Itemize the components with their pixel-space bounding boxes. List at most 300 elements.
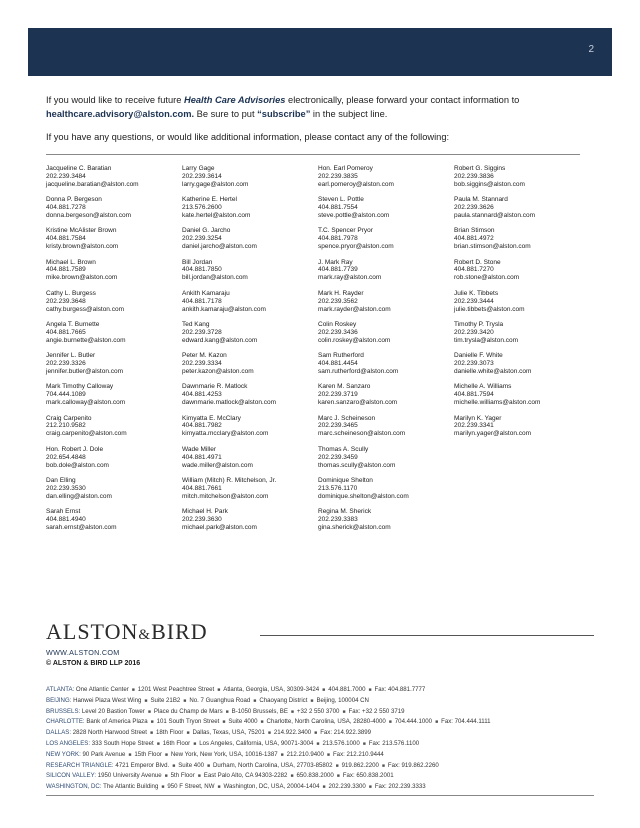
bullet-separator: ■ <box>388 719 392 726</box>
bullet-separator: ■ <box>362 740 366 747</box>
contact-email[interactable]: kristy.brown@alston.com <box>46 243 119 251</box>
contact-email[interactable]: gina.sherick@alston.com <box>318 523 391 531</box>
office-detail: 650.838.2000 <box>296 772 334 780</box>
contact-entry <box>318 477 454 508</box>
contact-entry <box>318 446 454 477</box>
contact-email[interactable]: dominique.shelton@alston.com <box>318 492 409 500</box>
contact-entry <box>182 227 318 258</box>
contact-phone: 212.210.9582 <box>46 422 86 430</box>
bullet-separator: ■ <box>183 697 187 704</box>
contact-name: Hon. Earl Pomeroy <box>318 165 373 172</box>
footer-divider <box>46 795 594 796</box>
office-detail: Fax: 213.576.1100 <box>368 739 420 747</box>
contact-entry <box>46 446 182 477</box>
contact-phone: 213.576.1170 <box>318 484 358 492</box>
contact-phone: 202.239.3465 <box>318 422 358 430</box>
contact-phone: 404.881.4972 <box>454 235 494 243</box>
contact-entry <box>46 508 182 539</box>
contact-name: Mark H. Rayder <box>318 289 364 297</box>
contact-phone: 202.239.3648 <box>46 297 86 305</box>
contact-email[interactable]: cathy.burgess@alston.com <box>46 305 125 313</box>
bullet-separator: ■ <box>225 708 229 715</box>
contact-phone: 202.239.3073 <box>454 360 494 368</box>
contact-email[interactable]: daniel.jarcho@alston.com <box>182 243 257 251</box>
office-detail: Bank of America Plaza <box>86 718 148 726</box>
contact-email[interactable]: mike.brown@alston.com <box>46 274 118 282</box>
contact-phone: 213.576.2600 <box>182 204 222 212</box>
bullet-separator: ■ <box>310 697 314 704</box>
office-detail: 90 Park Avenue <box>82 750 126 758</box>
office-detail: 202.239.3300 <box>328 783 366 791</box>
alston-bird-logo: ALSTON&BIRD <box>46 619 208 644</box>
bullet-separator: ■ <box>222 719 226 726</box>
bullet-separator: ■ <box>322 784 326 791</box>
bullet-separator: ■ <box>326 751 330 758</box>
office-detail: Washington, DC, USA, 20004-1404 <box>223 783 320 791</box>
office-detail: Charlotte, North Carolina, USA, 28280-4000 <box>266 718 386 726</box>
contact-name: Daniel G. Jarcho <box>182 227 231 235</box>
subscribe-keyword: “subscribe” <box>257 109 311 119</box>
office-address <box>46 761 606 772</box>
contact-column <box>454 165 590 539</box>
office-detail: Place du Champ de Mars <box>153 707 223 715</box>
contact-name: Kristine McAlister Brown <box>46 227 117 235</box>
copyright: © ALSTON & BIRD LLP 2016 <box>46 660 141 667</box>
bullet-separator: ■ <box>267 730 271 737</box>
office-detail: Chaoyang District <box>259 696 308 704</box>
contact-name: Michelle A. Williams <box>454 383 512 391</box>
contact-phone: 202.239.3436 <box>318 328 358 336</box>
advisory-email-link[interactable]: healthcare.advisory@alston.com. <box>46 109 195 119</box>
office-detail: B-1050 Brussels, BE <box>231 707 288 715</box>
office-city: CHARLOTTE: <box>46 718 85 726</box>
contact-email[interactable]: peter.kazon@alston.com <box>182 367 254 375</box>
contact-email[interactable]: bill.jordan@alston.com <box>182 274 248 282</box>
contact-name: Ankith Kamaraju <box>182 289 230 297</box>
contact-phone: 404.881.7270 <box>454 266 494 274</box>
contact-phone: 202.239.3383 <box>318 515 358 523</box>
office-address <box>46 696 606 707</box>
contact-email[interactable]: bob.siggins@alston.com <box>454 180 525 188</box>
office-detail: 704.444.1000 <box>394 718 433 726</box>
contact-phone: 404.881.7850 <box>182 266 222 274</box>
bullet-separator: ■ <box>164 773 168 780</box>
contact-email[interactable]: spence.pryor@alston.com <box>318 243 394 251</box>
contact-phone: 404.881.7594 <box>454 391 494 399</box>
contact-name: Jacqueline C. Baratian <box>46 165 112 172</box>
office-detail: Fax: 919.862.2260 <box>387 761 439 769</box>
contact-email[interactable]: mitch.mitchelson@alston.com <box>182 492 269 500</box>
contact-phone: 202.239.3530 <box>46 484 86 492</box>
contact-email[interactable]: larry.gage@alston.com <box>182 180 249 188</box>
office-detail: 1950 University Avenue <box>97 772 162 780</box>
office-detail: 404.881.7000 <box>328 686 366 693</box>
contact-name: Kimyatta E. McClary <box>182 414 241 422</box>
contact-email[interactable]: michelle.williams@alston.com <box>454 399 541 407</box>
bullet-separator: ■ <box>149 730 153 737</box>
contact-name: Colin Roskey <box>318 320 357 328</box>
office-city: NEW YORK: <box>46 750 81 758</box>
office-list <box>46 685 606 793</box>
contact-name: Cathy L. Burgess <box>46 289 96 297</box>
contact-phone: 202.239.3836 <box>454 172 494 180</box>
contact-entry <box>454 352 590 383</box>
contact-email[interactable]: dawnmarie.matlock@alston.com <box>182 399 277 407</box>
contact-entry <box>46 383 182 414</box>
contact-entry <box>46 352 182 383</box>
contact-entry <box>182 415 318 446</box>
contact-name: Brian Stimson <box>454 227 495 235</box>
contact-entry <box>454 227 590 258</box>
contact-email[interactable]: mark.ray@alston.com <box>318 274 382 282</box>
office-city: ATLANTA: <box>46 686 75 693</box>
contact-email[interactable]: sam.rutherford@alston.com <box>318 367 399 375</box>
contact-entry <box>454 165 590 196</box>
bullet-separator: ■ <box>368 784 372 791</box>
contact-email[interactable]: michael.park@alston.com <box>182 523 257 531</box>
contact-directory <box>46 165 606 539</box>
bullet-separator: ■ <box>197 773 201 780</box>
contact-name: William (Mitch) R. Mitchelson, Jr. <box>182 476 277 484</box>
contact-phone: 202.239.3420 <box>454 328 494 336</box>
office-address <box>46 771 606 782</box>
contact-email[interactable]: tim.trysla@alston.com <box>454 336 519 344</box>
contact-entry <box>182 477 318 508</box>
office-detail: Fax: 212.210.9444 <box>332 750 384 758</box>
contact-email[interactable]: wade.miller@alston.com <box>182 461 253 469</box>
office-detail: Suite 21B2 <box>150 696 181 704</box>
contact-entry <box>454 415 590 446</box>
contact-name: Hon. Robert J. Dole <box>46 445 104 453</box>
contact-name: Wade Miller <box>182 445 217 453</box>
bullet-separator: ■ <box>147 708 151 715</box>
contact-phone: 404.881.4454 <box>318 360 358 368</box>
contact-entry <box>454 383 590 414</box>
bullet-separator: ■ <box>128 751 132 758</box>
bullet-separator: ■ <box>131 687 135 693</box>
page-number: 2 <box>588 44 594 55</box>
website-link[interactable]: WWW.ALSTON.COM <box>46 648 120 657</box>
bullet-separator: ■ <box>217 784 221 791</box>
contact-phone: 404.881.7739 <box>318 266 358 274</box>
contact-email[interactable]: thomas.scully@alston.com <box>318 461 396 469</box>
contact-entry <box>46 227 182 258</box>
office-detail: 101 South Tryon Street <box>156 718 220 726</box>
contact-email[interactable]: jennifer.butler@alston.com <box>46 367 124 375</box>
office-city: BRUSSELS: <box>46 707 81 715</box>
contact-name: Sam Rutherford <box>318 352 364 360</box>
contact-column <box>46 165 182 539</box>
contact-email[interactable]: marc.scheineson@alston.com <box>318 430 406 438</box>
footer-logo-row <box>46 619 594 645</box>
contact-entry <box>182 383 318 414</box>
contact-phone: 202.239.3719 <box>318 391 358 399</box>
contact-name: Bill Jordan <box>182 258 213 266</box>
contact-entry <box>454 290 590 321</box>
contact-entry <box>318 290 454 321</box>
contact-phone: 202.239.3341 <box>454 422 494 430</box>
contact-phone: 704.444.1089 <box>46 391 86 399</box>
contact-name: Paula M. Stannard <box>454 196 508 204</box>
contact-column <box>318 165 454 539</box>
contact-name: Michael L. Brown <box>46 258 96 266</box>
contact-name: Marilyn K. Yager <box>454 414 502 422</box>
office-detail: 15th Floor <box>134 750 162 758</box>
bullet-separator: ■ <box>381 762 385 769</box>
contact-name: Mark Timothy Calloway <box>46 383 114 391</box>
bullet-separator: ■ <box>206 762 210 769</box>
office-city: WASHINGTON, DC: <box>46 783 102 791</box>
contact-email[interactable]: ankith.kamaraju@alston.com <box>182 305 266 313</box>
contact-phone: 202.239.3334 <box>182 360 222 368</box>
contact-phone: 202.654.4848 <box>46 453 86 461</box>
contact-email[interactable]: jacqueline.baratian@alston.com <box>46 180 139 188</box>
office-detail: 214.922.3400 <box>273 729 312 737</box>
contact-name: Marc J. Scheineson <box>318 414 376 422</box>
bullet-separator: ■ <box>290 708 294 715</box>
contact-entry <box>318 352 454 383</box>
office-detail: Fax: 704.444.1111 <box>441 718 491 726</box>
bullet-separator: ■ <box>144 697 148 704</box>
contact-phone: 404.881.7178 <box>182 297 222 305</box>
contact-phone: 404.881.7554 <box>318 204 358 212</box>
bullet-separator: ■ <box>156 740 160 747</box>
contact-email[interactable]: kimyatta.mcclary@alston.com <box>182 430 269 438</box>
contact-email[interactable]: dan.elling@alston.com <box>46 492 112 500</box>
office-detail: 18th Floor <box>156 729 184 737</box>
contact-entry <box>182 446 318 477</box>
contact-entry <box>318 383 454 414</box>
bullet-separator: ■ <box>280 751 284 758</box>
office-detail: Beijing, 100004 CN <box>316 696 369 704</box>
office-detail: New York, New York, USA, 10016-1387 <box>170 750 278 758</box>
office-detail: 1201 West Peachtree Street <box>137 686 215 693</box>
contact-name: Karen M. Sanzaro <box>318 383 371 391</box>
contact-phone: 202.239.3630 <box>182 515 222 523</box>
contact-phone: 404.881.7661 <box>182 484 222 492</box>
office-detail: 919.862.2200 <box>341 761 379 769</box>
contact-email[interactable]: karen.sanzaro@alston.com <box>318 399 398 407</box>
bullet-separator: ■ <box>217 687 221 693</box>
contact-entry <box>46 196 182 227</box>
office-detail: The Atlantic Building <box>103 783 159 791</box>
contact-phone: 404.881.4253 <box>182 391 222 399</box>
contact-email[interactable]: julie.tibbets@alston.com <box>454 305 525 313</box>
office-detail: East Palo Alto, CA 94303-2282 <box>203 772 288 780</box>
contact-name: Thomas A. Scully <box>318 445 369 453</box>
contact-name: Robert D. Stone <box>454 258 501 266</box>
contact-email[interactable]: marilyn.yager@alston.com <box>454 430 532 438</box>
contact-entry <box>46 477 182 508</box>
contact-name: Michael H. Park <box>182 508 228 516</box>
office-city: SILICON VALLEY: <box>46 772 97 780</box>
contact-entry <box>46 290 182 321</box>
contact-entry <box>182 352 318 383</box>
bullet-separator: ■ <box>164 751 168 758</box>
office-city: BEIJING: <box>46 696 72 704</box>
office-detail: Los Angeles, California, USA, 90071-3004 <box>199 739 314 747</box>
contact-email[interactable]: kate.hertel@alston.com <box>182 212 251 219</box>
contact-phone: 404.881.4971 <box>182 453 222 461</box>
office-detail: +32 2 550 3700 <box>296 707 340 715</box>
contact-entry <box>318 165 454 196</box>
contact-email[interactable]: mark.calloway@alston.com <box>46 399 126 407</box>
header-bar <box>28 28 612 76</box>
contact-entry <box>318 508 454 539</box>
contact-email[interactable]: craig.carpenito@alston.com <box>46 430 127 438</box>
contact-entry <box>46 165 182 196</box>
contact-paragraph: If you have any questions, or would like additional information, please contact any of the following: <box>46 132 450 142</box>
contact-email[interactable]: donna.bergeson@alston.com <box>46 212 132 219</box>
bullet-separator: ■ <box>336 773 340 780</box>
contact-name: Sarah Ernst <box>46 508 81 516</box>
contact-name: Dominique Shelton <box>318 476 373 484</box>
office-city: DALLAS: <box>46 729 72 737</box>
office-detail: One Atlantic Center <box>75 686 129 693</box>
bullet-separator: ■ <box>186 730 190 737</box>
contact-name: Peter M. Kazon <box>182 352 227 360</box>
contact-email[interactable]: bob.dole@alston.com <box>46 461 109 469</box>
office-detail: Level 20 Bastion Tower <box>81 707 145 715</box>
office-detail: 5th Floor <box>170 772 195 780</box>
contact-entry <box>182 321 318 352</box>
contact-email[interactable]: steve.pottle@alston.com <box>318 212 390 219</box>
contact-name: Danielle F. White <box>454 352 503 360</box>
contact-name: Dan Elling <box>46 476 76 484</box>
office-detail: 16th Floor <box>162 739 191 747</box>
office-address <box>46 717 606 728</box>
bullet-separator: ■ <box>342 708 346 715</box>
bullet-separator: ■ <box>172 762 176 769</box>
office-address <box>46 685 606 696</box>
contact-name: Craig Carpenito <box>46 414 92 422</box>
contact-email[interactable]: earl.pomeroy@alston.com <box>318 180 394 188</box>
contact-name: Robert G. Siggins <box>454 165 506 172</box>
office-detail: Fax: 650.838.2001 <box>342 772 394 780</box>
contact-entry <box>182 196 318 227</box>
office-detail: Suite 400 <box>178 761 204 769</box>
contact-name: T.C. Spencer Pryor <box>318 227 373 235</box>
contact-entry <box>182 508 318 539</box>
contact-email[interactable]: paula.stannard@alston.com <box>454 212 536 219</box>
office-detail: 2828 North Harwood Street <box>72 729 147 737</box>
office-address <box>46 739 606 750</box>
bullet-separator: ■ <box>193 740 197 747</box>
contact-phone: 202.239.3835 <box>318 172 358 180</box>
contact-phone: 404.881.7278 <box>46 204 86 212</box>
bullet-separator: ■ <box>368 687 372 693</box>
contact-entry <box>454 259 590 290</box>
office-address <box>46 750 606 761</box>
contact-name: Jennifer L. Butler <box>46 352 96 360</box>
contact-entry <box>182 165 318 196</box>
contact-email[interactable]: edward.kang@alston.com <box>182 336 258 344</box>
contact-phone: 202.239.3254 <box>182 235 222 243</box>
contact-email[interactable]: rob.stone@alston.com <box>454 274 520 282</box>
bullet-separator: ■ <box>435 719 439 726</box>
office-city: RESEARCH TRIANGLE: <box>46 761 114 769</box>
office-city: LOS ANGELES: <box>46 739 91 747</box>
contact-phone: 202.239.3614 <box>182 172 222 180</box>
contact-entry <box>46 321 182 352</box>
contact-name: Ted Kang <box>182 320 210 328</box>
bullet-separator: ■ <box>314 730 318 737</box>
office-detail: 333 South Hope Street <box>91 739 154 747</box>
contact-phone: 404.881.7584 <box>46 235 86 243</box>
contact-entry <box>46 259 182 290</box>
contact-email[interactable]: colin.roskey@alston.com <box>318 336 391 344</box>
office-detail: Fax: +32 2 550 3719 <box>348 707 405 715</box>
contact-email[interactable]: brian.stimson@alston.com <box>454 243 531 251</box>
contact-entry <box>318 259 454 290</box>
contact-name: Katherine E. Hertel <box>182 196 237 204</box>
bullet-separator: ■ <box>150 719 154 726</box>
contact-phone: 202.239.3562 <box>318 297 358 305</box>
contact-entry <box>182 259 318 290</box>
divider <box>46 154 580 155</box>
contact-email[interactable]: danielle.white@alston.com <box>454 367 532 375</box>
contact-name: Dawnmarie R. Matlock <box>182 383 248 391</box>
office-detail: Dallas, Texas, USA, 75201 <box>192 729 265 737</box>
advisory-title: Health Care Advisories <box>183 95 286 105</box>
contact-name: Julie K. Tibbets <box>454 289 499 297</box>
subscribe-paragraph: If you would like to receive future Health Care Advisories electronically, please forward your contact information to healthcare.advisory@alston.com. Be sure to put “subscribe” in the subject line. <box>46 95 520 119</box>
contact-name: Timothy P. Trysla <box>454 320 504 328</box>
contact-entry <box>46 415 182 446</box>
office-detail: Atlanta, Georgia, USA, 30309-3424 <box>223 686 320 693</box>
contact-phone: 404.881.7665 <box>46 328 86 336</box>
office-detail: 950 F Street, NW <box>167 783 215 791</box>
contact-name: Donna P. Bergeson <box>46 196 102 204</box>
bullet-separator: ■ <box>335 762 339 769</box>
office-detail: 4721 Emperor Blvd. <box>115 761 170 769</box>
office-detail: Hanwei Plaza West Wing <box>73 696 142 704</box>
intro-text <box>46 93 594 153</box>
contact-phone: 404.881.4940 <box>46 515 86 523</box>
office-detail: 213.576.1000 <box>322 739 360 747</box>
contact-entry <box>454 321 590 352</box>
contact-phone: 202.239.3484 <box>46 172 86 180</box>
contact-phone: 202.239.3626 <box>454 204 494 212</box>
office-detail: No. 7 Guanghua Road <box>189 696 251 704</box>
contact-phone: 404.881.7982 <box>182 422 222 430</box>
office-detail: Fax: 202.239.3333 <box>374 783 426 791</box>
contact-name: Regina M. Sherick <box>318 508 372 516</box>
bullet-separator: ■ <box>253 697 257 704</box>
contact-email[interactable]: mark.rayder@alston.com <box>318 305 391 313</box>
contact-entry <box>182 290 318 321</box>
contact-entry <box>318 321 454 352</box>
contact-email[interactable]: sarah.ernst@alston.com <box>46 523 117 531</box>
contact-phone: 202.239.3326 <box>46 360 86 368</box>
contact-phone: 404.881.7589 <box>46 266 86 274</box>
office-detail: 212.210.9400 <box>286 750 324 758</box>
contact-name: Larry Gage <box>182 165 215 172</box>
contact-name: Angela T. Burnette <box>46 320 100 328</box>
contact-entry <box>454 196 590 227</box>
bullet-separator: ■ <box>161 784 165 791</box>
office-detail: Suite 4000 <box>228 718 258 726</box>
office-address <box>46 782 606 793</box>
bullet-separator: ■ <box>322 687 326 693</box>
contact-phone: 202.239.3728 <box>182 328 222 336</box>
bullet-separator: ■ <box>290 773 294 780</box>
office-address <box>46 728 606 739</box>
contact-phone: 202.239.3444 <box>454 297 494 305</box>
logo-divider <box>260 635 594 636</box>
contact-email[interactable]: angie.burnette@alston.com <box>46 336 126 344</box>
contact-phone: 404.881.7978 <box>318 235 358 243</box>
